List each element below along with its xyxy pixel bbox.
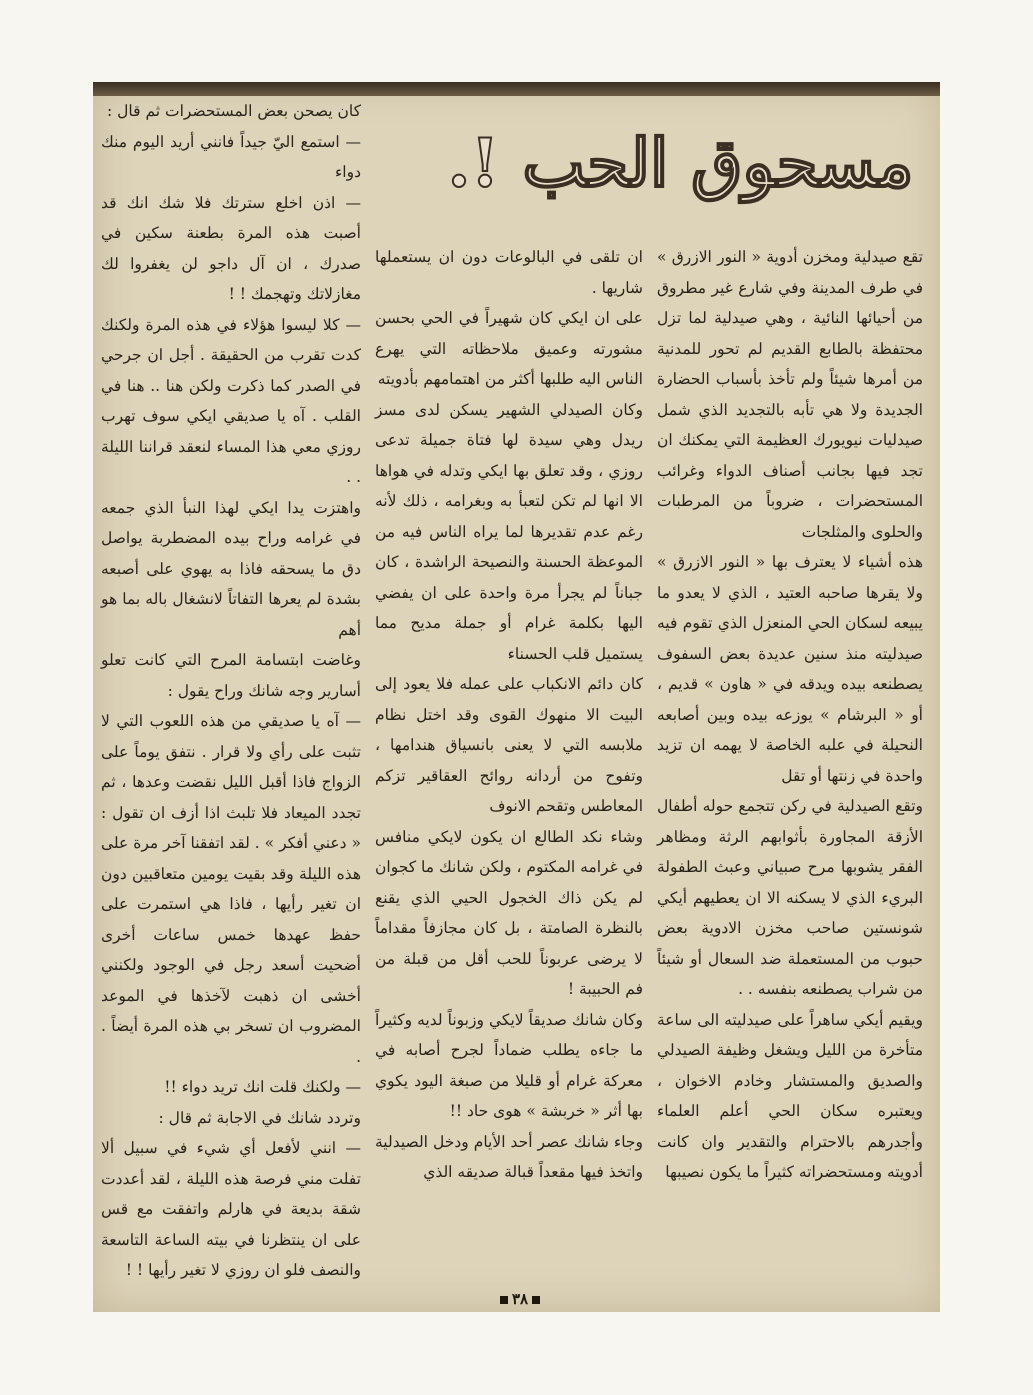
paragraph: كان دائم الانكباب على عمله فلا يعود إلى البيت الا منهوك القوى وقد اختل نظام ملابسه التي لا يعنى بانسياق هندامها ، وتفوح من أردانه روائح العقاقير تزكم المعاطس وتقحم الانوف bbox=[375, 675, 643, 815]
paragraph: هذه أشياء لا يعترف بها « النور الازرق » ولا يقرها صاحبه العتيد ، الذي لا يعدو ما يبيعه لسكان الحي المنعزل الذي تقوم فيه صيدليته منذ سنين عديدة بعض السفوف يصطنعه بيده ويدقه في « هاون » قديم ، أو « البرشام » يوزعه بيده وبين أصابعه النحيلة في علبه الخاصة لا يهمه ان تزيد واحدة في زنتها أو تقل bbox=[657, 553, 923, 785]
paragraph: واهتزت يدا ايكي لهذا النبأ الذي جمعه في غرامه وراح بيده المضطربة يواصل دق ما يسحقه فاذا به يهوي على أصبعه بشدة لم يعرها التفاتاً لانشغال باله بما هو أهم bbox=[101, 498, 361, 639]
page-number-text: ٣٨ bbox=[511, 1290, 529, 1308]
text-column-middle bbox=[375, 242, 643, 1188]
text-column-left bbox=[101, 96, 361, 1286]
text-column-right bbox=[657, 242, 923, 1188]
paragraph: وجاء شانك عصر أحد الأيام ودخل الصيدلية واتخذ فيها مقعداً قبالة صديقه الذي bbox=[375, 1132, 643, 1181]
paragraph: وتردد شانك في الاجابة ثم قال : bbox=[158, 1108, 361, 1127]
paragraph: وغاضت ابتسامة المرح التي كانت تعلو أسارير وجه شانك وراح يقول : bbox=[101, 651, 361, 700]
paragraph: وتقع الصيدلية في ركن تتجمع حوله أطفال الأزقة المجاورة بأثوابهم الرثة ومظاهر الفقر يشوبها مرح صبياني وعبث الطفولة البريء الذي لا يسكنه الا ان يعطيهم أيكي شونستين صاحب مخزن الادوية بعض حبوب من المستعملة ضد السعال أو شيئاً من شراب يصطنعه بنفسه . . bbox=[657, 797, 923, 998]
paragraph: — اذن اخلع سترتك فلا شك انك قد أصبت هذه المرة بطعنة سكين في صدرك ، ان آل داجو لن يغفروا لك مغازلاتك وتهجمك ! ! bbox=[101, 193, 361, 303]
article-title: مسحوق الحب !. bbox=[447, 124, 914, 202]
paragraph: — كلا ليسوا هؤلاء في هذه المرة ولكنك كدت تقرب من الحقيقة . أجل ان جرحي في الصدر كما ذكرت ولكن هنا .. هنا في القلب . آه يا صديقي ايكي سوف تهرب روزي معي هذا المساء لنعقد قراننا الليلة . . bbox=[101, 315, 361, 486]
paragraph: وشاء نكد الطالع ان يكون لايكي منافس في غرامه المكتوم ، ولكن شانك ما كجوان لم يكن ذاك الخجول الحيي الذي يقنع بالنظرة الصامتة ، بل كان مجازفاً مقداماً لا يرضى عربوناً للحب أقل من قبلة من فم الحبيبة ! bbox=[375, 827, 643, 998]
paragraph: ويقيم أيكي ساهراً على صيدليته الى ساعة متأخرة من الليل ويشغل وظيفة الصيدلي والصديق والمستشار وخادم الاخوان ، ويعتبره سكان الحي أعلم العلماء وأجدرهم بالاحترام والتقدير وان كانت أدويته ومستحضراته كثيراً ما يكون نصيبها bbox=[657, 1010, 923, 1181]
page-number bbox=[475, 1288, 565, 1310]
square-bullet-icon bbox=[532, 1296, 540, 1304]
top-border bbox=[93, 82, 940, 96]
paragraph: وكان الصيدلي الشهير يسكن لدى مسز ريدل وهي سيدة لها فتاة جميلة تدعى روزي ، وقد تعلق بها ايكي وتدله في هواها الا انها لم تكن لتعبأ به وبغرامه ، ذلك لأنه رغم عدم تقديرها لما يراه الناس فيه من الموعظة الحسنة والنصيحة الراشدة ، كان جباناً لم يجرأ مرة واحدة على ان يفضي اليها بكلمة غرام أو جملة مديح مما يستميل قلب الحسناء bbox=[375, 400, 643, 663]
magazine-page bbox=[93, 82, 940, 1312]
paragraph: — استمع اليّ جيداً فانني أريد اليوم منك دواء bbox=[101, 132, 361, 181]
paragraph: وكان شانك صديقاً لايكي وزبوناً لديه وكثيراً ما جاءه يطلب ضماداً لجرح أصابه في معركة غرام أو قليلا من صبغة اليود يكوي بها أثر « خربشة » هوى حاد !! bbox=[375, 1010, 643, 1120]
paragraph: على ان ايكي كان شهيراً في الحي بحسن مشورته وعميق ملاحظاته التي يهرع الناس اليه طلبها أكثر من اهتمامهم بأدويته bbox=[375, 309, 643, 388]
square-bullet-icon bbox=[500, 1296, 508, 1304]
paragraph: — انني لأفعل أي شيء في سبيل ألا تفلت مني فرصة هذه الليلة ، لقد أعددت شقة بديعة في هارلم واتفقت مع قس على ان ينتظرنا في بيته الساعة التاسعة والنصف فلو ان روزي لا تغير رأيها ! ! bbox=[101, 1139, 361, 1279]
paragraph: — آه يا صديقي من هذه اللعوب التي لا تثبت على رأي ولا قرار . نتفق يوماً على الزواج فاذا أقبل الليل نقضت وعدها ، ثم تجدد الميعاد فلا تلبث اذا أزف ان تقول : « دعني أفكر » . لقد اتفقنا آخر مرة على هذه الليلة وقد بقيت يومين متعاقبين دون ان تغير رأيها ، فاذا هي استمرت على حفظ عهدها خمس ساعات أخرى أضحيت أسعد رجل في الوجود ولكنني أخشى ان ذهبت لآخذها في الموعد المضروب ان تسخر بي هذه المرة أيضاً . . bbox=[101, 712, 361, 1066]
paragraph: ان تلقى في البالوعات دون ان يستعملها شاريها . bbox=[375, 248, 643, 297]
paragraph: كان يصحن بعض المستحضرات ثم قال : bbox=[106, 102, 361, 120]
paragraph: — ولكنك قلت انك تريد دواء !! bbox=[164, 1078, 361, 1096]
paragraph: تقع صيدلية ومخزن أدوية « النور الازرق » في طرف المدينة وفي شارع غير مطروق من أحيائها النائية ، وهي صيدلية لما تزل محتفظة بالطابع القديم لم تحور للمدنية من أمرها شيئاً ولم تأخذ بأسباب الحضارة الجديدة ولا هي تأبه بالتجديد الذي شمل صيدليات نيويورك العظيمة التي يمكنك ان تجد فيها بجانب أصناف الدواء وغرائب المستحضرات ، ضروباً من المرطبات والحلوى والمثلجات bbox=[657, 248, 923, 541]
title-block bbox=[433, 104, 928, 222]
